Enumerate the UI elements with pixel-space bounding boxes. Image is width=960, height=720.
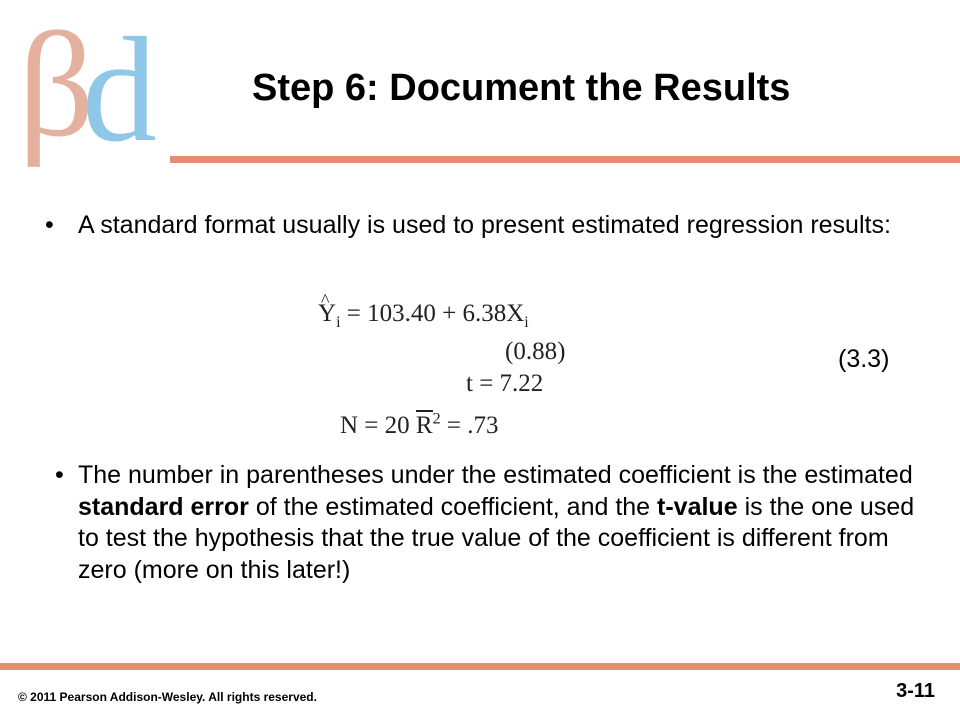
- title-divider: [170, 156, 960, 163]
- x-subscript: i: [524, 314, 529, 331]
- r-bar-symbol: R: [415, 412, 433, 439]
- bullet-dot: •: [55, 461, 64, 489]
- logo-beta-glyph: β: [18, 2, 55, 168]
- bullet-dot: •: [45, 211, 54, 239]
- equation-r-value: = .73: [440, 412, 499, 439]
- bullet-2: [55, 460, 925, 586]
- equation-rhs: = 103.40 + 6.38X: [340, 300, 525, 327]
- equation-line-1: [318, 300, 529, 332]
- bullet-2-text: [78, 460, 925, 586]
- equation-t-value: t = 7.22: [466, 370, 544, 397]
- equation-line-4: [340, 410, 498, 440]
- logo-d-glyph: d: [82, 7, 117, 173]
- equation-standard-error: (0.88): [505, 338, 566, 365]
- slide-title: Step 6: Document the Results: [252, 67, 791, 109]
- equation-number: (3.3): [838, 345, 890, 373]
- slide-number: 3-11: [896, 680, 935, 702]
- bullet-1-text: A standard format usually is used to present estimated regression results:: [78, 211, 891, 239]
- bullet-2-bold-t-value: t-value: [657, 492, 738, 521]
- bullet-2-part-2: of the estimated coefficient, and the: [248, 492, 658, 521]
- logo: [0, 0, 180, 200]
- y-hat-symbol: ^ Y: [318, 300, 336, 328]
- equation-n: N = 20: [340, 412, 416, 439]
- r-superscript: 2: [432, 410, 441, 428]
- footer-divider: [0, 663, 960, 670]
- y-subscript: i: [336, 314, 341, 331]
- bullet-2-part-1: The number in parentheses under the estimated coefficient is the estimated: [78, 461, 913, 489]
- copyright-text: © 2011 Pearson Addison-Wesley. All rights reserved.: [18, 690, 317, 704]
- bullet-2-bold-standard-error: standard error: [78, 492, 249, 521]
- bullet-1: [45, 210, 915, 242]
- bullet-2-part-3: is the one used to test the hypothesis that the true value of the coefficient is different from zero (more on this later!): [78, 492, 915, 584]
